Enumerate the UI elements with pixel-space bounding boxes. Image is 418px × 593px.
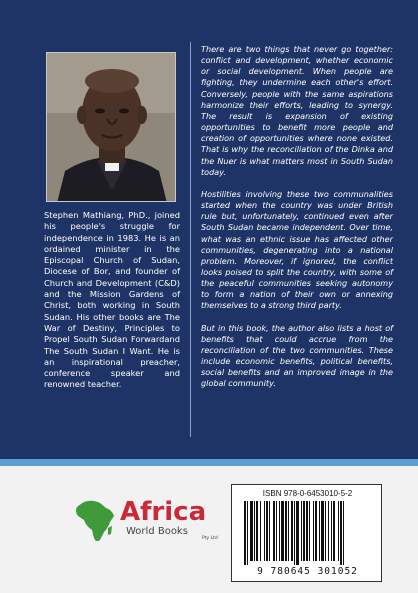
barcode-bar [325,501,326,561]
author-bio: Stephen Mathiang, PhD., joined his people's struggle for independence in 1983. He is an ordained minister in the Episcopal Church of Sudan, Diocese of Bor, and founder of Church and Development (C&D) and the Mission Gardens of Christ, both working in South Sudan. His other books are The War of Destiny, Principles to Propel South Sudan Forwardand The South Sudan I Want. He is an inspirational preacher, conference speaker and renowned teacher. [44,210,180,390]
barcode-bar [294,501,295,565]
barcode-bar [340,501,342,565]
book-blurb [201,44,393,401]
barcode-bar [264,501,265,561]
barcode-bar [319,501,320,561]
barcode-bar [281,501,284,561]
barcode-bar [313,501,314,561]
barcode-bar [244,501,246,565]
author-photo [46,52,176,202]
barcode-bar [291,501,293,561]
barcode-bar [285,501,287,561]
barcode-bar [276,501,277,561]
blurb-paragraph-3: But in this book, the author also lists a host of benefits that could accrue from the reconciliation of the two communities. These include economic benefits, political benefits, social benefits and an improved image in the global community. [201,322,393,389]
africa-continent-icon [70,498,118,544]
barcode-digits: 9 780645 301052 [257,566,358,577]
barcode-bar [331,501,332,561]
barcode-bar [338,501,339,561]
barcode-bar [279,501,280,561]
publisher-suffix: Pty Ltd [202,536,218,541]
barcode-bar [266,501,268,561]
barcode-bars [240,501,375,565]
blurb-paragraph-1: There are two things that never go together: conflict and development, whether economic or social development. When people are fighting, they undermine each other's effort. Conversely, people with the same aspirations harmonize their efforts, leading to synergy. The result is expansion of existing opportunities to benefit more people and creation of opportunities where none existed. That is why the reconciliation of the Dinka and the Nuer is what matters most in South Sudan today. [201,44,393,177]
barcode-bar [273,501,275,561]
barcode-bar [301,501,302,561]
publisher-logo [70,498,220,544]
blurb-paragraph-2: Hostilities involving these two communalities started when the country was under British rule but, unfortunately, continued even after South Sudan became independent. Over time, what was an ethnic issue has affected other communities, degenerating into a national problem. Moreover, if ignored, the conflict looks poised to split the country, with some of the peaceful communities seeking autonomy to form a nation of their own or annexing themselves to a strong third party. [201,188,393,311]
barcode-bar [309,501,310,561]
barcode-bar [250,501,253,561]
barcode-bar [260,501,261,561]
barcode-bar [328,501,329,561]
publisher-name-sub: World Books [126,526,188,537]
barcode-bar [254,501,255,561]
barcode-bar [321,501,324,561]
barcode-bar [256,501,258,561]
barcode-bar [288,501,289,561]
barcode-bar [306,501,308,561]
barcode-bar [296,501,299,565]
isbn-label: ISBN 978-0-6453010-5-2 [262,489,353,498]
barcode-bar [315,501,317,561]
author-portrait-image [47,53,176,202]
column-divider [190,42,191,437]
barcode-bar [247,501,248,565]
publisher-name-main: Africa [120,497,207,527]
accent-stripe [0,459,418,466]
barcode-bar [333,501,335,561]
barcode-bar [303,501,305,561]
barcode-bar [343,501,344,565]
barcode-bar [269,501,270,561]
isbn-barcode [231,484,382,582]
